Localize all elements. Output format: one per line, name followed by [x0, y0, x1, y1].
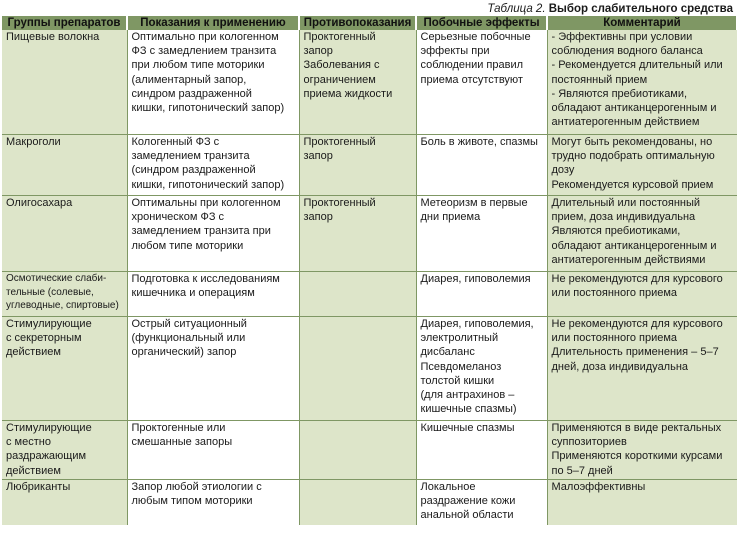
table-row [2, 480, 737, 526]
cell-indications: Оптимально при кологенном ФЗ с замедлением транзита при любом типе моторики (алиментарный запор, синдром раздраженной кишки, гипотонический запор) [127, 30, 299, 135]
cell-side-effects: Диарея, гиповолемия [416, 272, 547, 317]
cell-contraindications [299, 421, 416, 480]
cell-indications: Запор любой этиологии с любым типом моторики [127, 480, 299, 526]
cell-side-effects: Боль в животе, спазмы [416, 135, 547, 196]
cell-side-effects: Кишечные спазмы [416, 421, 547, 480]
cell-group: Любриканты [2, 480, 127, 526]
header-row [2, 16, 737, 30]
cell-contraindications: Проктогенный запор [299, 196, 416, 272]
cell-group: Олигосахара [2, 196, 127, 272]
cell-side-effects: Диарея, гиповолемия, электролитный дисбаланс Псевдомеланоз толстой кишки (для антрахинов – кишечные спазмы) [416, 317, 547, 421]
table-row [2, 272, 737, 317]
header-side-effects: Побочные эффекты [416, 16, 547, 30]
cell-comment: Малоэффективны [547, 480, 737, 526]
cell-contraindications [299, 480, 416, 526]
cell-indications: Острый ситуационный (функциональный или органический) запор [127, 317, 299, 421]
cell-group: Осмотические слаби- тельные (солевые, углеводные, спиртовые) [2, 272, 127, 317]
cell-comment: Не рекомендуются для курсового или постоянного приема Длительность применения – 5–7 дней, доза индивидуальна [547, 317, 737, 421]
table-row [2, 317, 737, 421]
table-number: Таблица 2. [487, 3, 546, 15]
table-row [2, 135, 737, 196]
header-indications: Показания к применению [127, 16, 299, 30]
cell-comment: Применяются в виде ректальных суппозиториев Применяются короткими курсами по 5–7 дней [547, 421, 737, 480]
cell-group: Макроголи [2, 135, 127, 196]
table-row [2, 30, 737, 135]
header-contraindications: Противопоказания [299, 16, 416, 30]
cell-contraindications [299, 317, 416, 421]
cell-side-effects: Серьезные побочные эффекты при соблюдении правил приема отсутствуют [416, 30, 547, 135]
cell-side-effects: Локальное раздражение кожи анальной области [416, 480, 547, 526]
cell-contraindications: Проктогенный запор [299, 135, 416, 196]
cell-indications: Кологенный ФЗ с замедлением транзита (синдром раздраженной кишки, гипотонический запор) [127, 135, 299, 196]
header-groups: Группы препаратов [2, 16, 127, 30]
table-row [2, 421, 737, 480]
table-title: Выбор слабительного средства [548, 3, 733, 15]
cell-contraindications: Проктогенный запор Заболевания с ограничением приема жидкости [299, 30, 416, 135]
header-comment: Комментарий [547, 16, 737, 30]
cell-comment: Могут быть рекомендованы, но трудно подобрать оптимальную дозу Рекомендуется курсовой прием [547, 135, 737, 196]
laxatives-table [2, 16, 738, 525]
cell-side-effects: Метеоризм в первые дни приема [416, 196, 547, 272]
cell-comment: Длительный или постоянный прием, доза индивидуальна Являются пребиотиками, обладают антиканцерогенным и антиатерогенным действиями [547, 196, 737, 272]
cell-indications: Оптимальны при кологенном хроническом ФЗ с замедлением транзита при любом типе моторики [127, 196, 299, 272]
cell-group: Стимулирующие с секреторным действием [2, 317, 127, 421]
cell-comment: Не рекомендуются для курсового или постоянного приема [547, 272, 737, 317]
table-row [2, 196, 737, 272]
cell-contraindications [299, 272, 416, 317]
table-caption [487, 2, 733, 16]
cell-group: Пищевые волокна [2, 30, 127, 135]
cell-indications: Проктогенные или смешанные запоры [127, 421, 299, 480]
cell-group: Стимулирующие с местно раздражающим действием [2, 421, 127, 480]
cell-indications: Подготовка к исследованиям кишечника и операциям [127, 272, 299, 317]
cell-comment: - Эффективны при условии соблюдения водного баланса - Рекомендуется длительный или постоянный прием - Являются пребиотиками, обладают антиканцерогенным и антиатерогенным действием [547, 30, 737, 135]
